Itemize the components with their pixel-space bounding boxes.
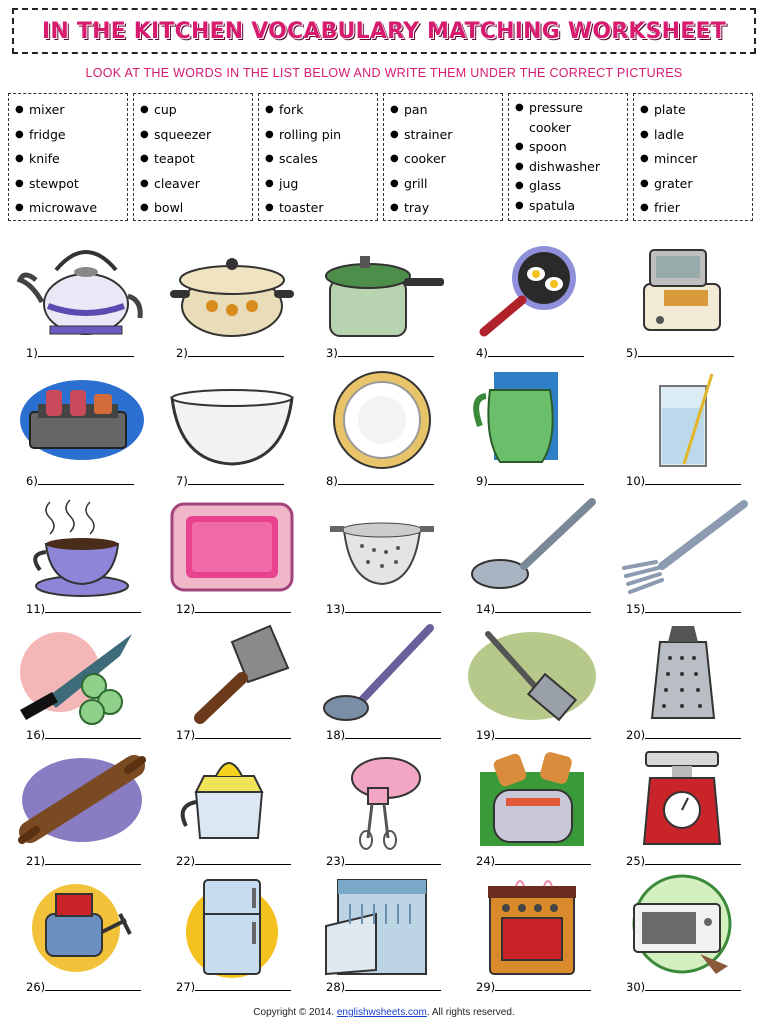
item-number: 12) [176, 602, 196, 616]
word-label: cooker [404, 151, 446, 166]
answer-line[interactable] [26, 980, 141, 994]
answer-line[interactable] [626, 728, 741, 742]
item-number: 15) [626, 602, 646, 616]
word-label: rolling pin [279, 126, 342, 142]
word-bank-item [515, 137, 627, 157]
picture-item [608, 368, 758, 493]
knife-icon [16, 622, 148, 726]
bullet-icon: ● [640, 177, 649, 189]
answer-line[interactable] [326, 474, 434, 488]
mincer-icon [16, 874, 148, 978]
answer-line[interactable] [476, 346, 584, 360]
fridge-icon [166, 874, 298, 978]
picture-item [608, 748, 758, 873]
word-label: squeezer [154, 126, 212, 142]
item-number: 19) [476, 728, 496, 742]
item-number: 2) [176, 346, 188, 360]
word-bank-column [633, 93, 753, 221]
bullet-icon: ● [140, 153, 149, 164]
word-label: knife [29, 151, 60, 166]
answer-line[interactable] [476, 854, 591, 868]
picture-item [8, 874, 158, 999]
bullet-icon: ● [640, 202, 649, 213]
picture-item [608, 240, 758, 365]
item-number: 4) [476, 346, 488, 360]
bullet-icon: ● [265, 128, 274, 140]
blank-line[interactable] [338, 346, 434, 357]
picture-item [608, 622, 758, 747]
picture-item [308, 874, 458, 999]
word-bank-item [640, 98, 752, 123]
answer-line[interactable] [626, 474, 741, 488]
word-bank-item [265, 123, 377, 148]
word-bank-column [8, 93, 128, 221]
word-bank-item [515, 98, 627, 118]
word-label: glass [529, 178, 562, 193]
teapot-icon [16, 240, 148, 344]
answer-line[interactable] [26, 602, 141, 616]
item-number: 3) [326, 346, 338, 360]
answer-line[interactable] [176, 728, 291, 742]
blank-line[interactable] [495, 602, 591, 613]
blank-line[interactable] [495, 854, 591, 865]
word-label: grater [654, 175, 693, 191]
word-label: pan [404, 102, 428, 117]
word-label: cup [154, 102, 177, 117]
answer-line[interactable] [476, 980, 591, 994]
picture-item [8, 368, 158, 493]
fork-icon [616, 496, 748, 600]
answer-line[interactable] [176, 474, 284, 488]
blank-line[interactable] [45, 980, 141, 991]
answer-line[interactable] [176, 980, 291, 994]
plate-icon [316, 368, 448, 472]
word-bank-item [390, 123, 502, 148]
glass-icon [616, 368, 748, 472]
item-number: 9) [476, 474, 488, 488]
word-bank [8, 93, 756, 221]
answer-line[interactable] [176, 602, 291, 616]
word-label: cooker [529, 119, 571, 135]
bullet-icon: ● [140, 128, 149, 140]
answer-line[interactable] [326, 980, 441, 994]
picture-item [158, 368, 308, 493]
word-bank-item [15, 172, 127, 197]
word-bank-item [390, 98, 502, 123]
stewpot-icon [166, 240, 298, 344]
word-bank-item [640, 147, 752, 172]
word-bank-column [383, 93, 503, 221]
answer-line[interactable] [626, 346, 734, 360]
word-bank-item [140, 172, 252, 197]
item-number: 24) [476, 854, 496, 868]
picture-item [308, 240, 458, 365]
word-bank-item [15, 98, 127, 123]
picture-item [458, 368, 608, 493]
word-bank-item [515, 118, 627, 138]
word-label: stewpot [29, 175, 79, 191]
picture-item [8, 240, 158, 365]
picture-item [158, 748, 308, 873]
item-number: 6) [26, 474, 38, 488]
answer-line[interactable] [26, 728, 141, 742]
word-bank-item [265, 172, 377, 197]
bullet-icon: ● [15, 202, 24, 213]
picture-item [158, 622, 308, 747]
grater-icon [616, 622, 748, 726]
word-label: jug [279, 175, 299, 191]
pan-icon [466, 240, 598, 344]
frier-icon [616, 240, 748, 344]
word-label: dishwasher [529, 158, 600, 174]
picture-item [308, 622, 458, 747]
rolling-pin-icon [16, 748, 148, 852]
word-bank-item [15, 123, 127, 148]
strainer-icon [316, 496, 448, 600]
blank-line[interactable] [195, 728, 291, 739]
item-number: 27) [176, 980, 196, 994]
instruction: LOOK AT THE WORDS IN THE LIST BELOW AND WRITE THEM UNDER THE CORRECT PICTURES [85, 66, 683, 80]
blank-line[interactable] [645, 728, 741, 739]
bowl-icon [166, 368, 298, 472]
bullet-icon: ● [515, 160, 524, 172]
word-bank-item [15, 147, 127, 172]
item-number: 16) [26, 728, 46, 742]
blank-line[interactable] [45, 602, 141, 613]
item-number: 25) [626, 854, 646, 868]
word-label: teapot [154, 151, 195, 166]
item-number: 17) [176, 728, 196, 742]
word-label: ladle [654, 126, 685, 142]
spatula-icon [466, 622, 598, 726]
worksheet-title: IN THE KITCHEN VOCABULARY MATCHING WORKSHEET [42, 18, 726, 44]
item-number: 23) [326, 854, 346, 868]
word-bank-item [140, 123, 252, 148]
answer-line[interactable] [326, 602, 441, 616]
word-bank-item [640, 172, 752, 197]
copyright-text: Copyright © 2014. [253, 1007, 335, 1018]
word-label: toaster [279, 200, 324, 215]
picture-item [308, 368, 458, 493]
blank-line[interactable] [488, 474, 584, 485]
word-label: scales [279, 151, 318, 166]
bullet-icon: ● [390, 128, 399, 140]
blank-line[interactable] [488, 346, 584, 357]
word-bank-item [265, 98, 377, 123]
blank-line[interactable] [638, 346, 734, 357]
picture-item [458, 622, 608, 747]
bullet-icon: ● [390, 202, 399, 213]
word-bank-item [640, 123, 752, 148]
word-bank-item [390, 196, 502, 221]
blank-line[interactable] [195, 980, 291, 991]
bullet-icon: ● [265, 153, 274, 164]
item-number: 20) [626, 728, 646, 742]
bullet-icon: ● [140, 202, 149, 213]
answer-line[interactable] [26, 854, 141, 868]
item-number: 26) [26, 980, 46, 994]
toaster-icon [466, 748, 598, 852]
spoon-icon [466, 496, 598, 600]
bullet-icon: ● [515, 141, 524, 152]
item-number: 29) [476, 980, 496, 994]
blank-line[interactable] [195, 602, 291, 613]
word-bank-item [640, 196, 752, 221]
word-bank-item [390, 147, 502, 172]
picture-item [158, 874, 308, 999]
word-bank-column [133, 93, 253, 221]
item-number: 21) [26, 854, 46, 868]
word-label: grill [404, 175, 428, 191]
bullet-icon: ● [140, 104, 149, 115]
rights-text: . All rights reserved. [426, 1007, 515, 1018]
blank-line[interactable] [645, 980, 741, 991]
cleaver-icon [166, 622, 298, 726]
item-number: 11) [26, 602, 46, 616]
picture-item [458, 496, 608, 621]
answer-line[interactable] [626, 980, 741, 994]
squeezer-icon [166, 748, 298, 852]
picture-item [458, 240, 608, 365]
answer-line[interactable] [626, 602, 741, 616]
blank-line[interactable] [38, 474, 134, 485]
bullet-icon: ● [390, 177, 399, 189]
picture-item [458, 874, 608, 999]
title-box [12, 8, 756, 54]
item-number: 14) [476, 602, 496, 616]
scales-icon [616, 748, 748, 852]
picture-item [458, 748, 608, 873]
bullet-icon: ● [15, 153, 24, 164]
blank-line[interactable] [495, 728, 591, 739]
word-label: mincer [654, 151, 698, 166]
word-bank-item [15, 196, 127, 221]
blank-line[interactable] [345, 602, 441, 613]
word-bank-column [258, 93, 378, 221]
picture-item [8, 622, 158, 747]
bullet-icon: ● [390, 153, 399, 164]
cup-icon [16, 496, 148, 600]
word-label: fridge [29, 126, 66, 142]
word-label: microwave [29, 200, 98, 215]
answer-line[interactable] [176, 854, 291, 868]
blank-line[interactable] [645, 602, 741, 613]
picture-item [308, 496, 458, 621]
answer-line[interactable] [326, 346, 434, 360]
answer-line[interactable] [176, 346, 284, 360]
picture-item [308, 748, 458, 873]
word-label: strainer [404, 126, 453, 142]
picture-item [158, 496, 308, 621]
word-bank-item [140, 98, 252, 123]
blank-line[interactable] [645, 854, 741, 865]
word-label: pressure [529, 100, 583, 115]
picture-item [608, 874, 758, 999]
word-bank-item [515, 157, 627, 177]
answer-line[interactable] [326, 728, 441, 742]
answer-line[interactable] [476, 728, 591, 742]
word-label: spatula [529, 197, 576, 213]
blank-line[interactable] [338, 474, 434, 485]
item-number: 5) [626, 346, 638, 360]
footer [0, 1007, 768, 1018]
blank-line[interactable] [188, 474, 284, 485]
answer-line[interactable] [476, 602, 591, 616]
bullet-icon: ● [15, 177, 24, 189]
bullet-icon: ● [140, 177, 149, 189]
mixer-icon [316, 748, 448, 852]
word-label: spoon [529, 139, 567, 154]
bullet-icon: ● [15, 128, 24, 140]
item-number: 10) [626, 474, 646, 488]
picture-item [608, 496, 758, 621]
blank-line[interactable] [345, 854, 441, 865]
item-number: 30) [626, 980, 646, 994]
picture-item [158, 240, 308, 365]
blank-line[interactable] [495, 980, 591, 991]
microwave-icon [616, 874, 748, 978]
blank-line[interactable] [345, 728, 441, 739]
bullet-icon: ● [15, 104, 24, 115]
blank-line[interactable] [38, 346, 134, 357]
ladle-icon [316, 622, 448, 726]
item-number: 28) [326, 980, 346, 994]
picture-item [8, 748, 158, 873]
word-bank-item [265, 196, 377, 221]
word-bank-item [140, 147, 252, 172]
answer-line[interactable] [476, 474, 584, 488]
word-label: frier [654, 200, 680, 215]
tray-icon [166, 496, 298, 600]
answer-line[interactable] [26, 474, 134, 488]
item-number: 22) [176, 854, 196, 868]
answer-line[interactable] [326, 854, 441, 868]
bullet-icon: ● [640, 153, 649, 164]
word-label: plate [654, 102, 686, 117]
word-label: bowl [154, 200, 184, 215]
word-bank-item [140, 196, 252, 221]
word-bank-item [515, 196, 627, 216]
bullet-icon: ● [515, 102, 524, 113]
dishwasher-icon [316, 874, 448, 978]
bullet-icon: ● [265, 177, 274, 189]
word-bank-item [515, 176, 627, 196]
blank-line[interactable] [195, 854, 291, 865]
item-number: 1) [26, 346, 38, 360]
bullet-icon: ● [640, 104, 649, 115]
picture-item [8, 496, 158, 621]
jug-icon [466, 368, 598, 472]
word-label: tray [404, 200, 430, 215]
word-bank-item [390, 172, 502, 197]
blank-line[interactable] [345, 980, 441, 991]
answer-line[interactable] [626, 854, 741, 868]
word-label: mixer [29, 102, 65, 117]
bullet-icon: ● [390, 104, 399, 115]
bullet-icon: ● [515, 199, 524, 211]
grill-icon [16, 368, 148, 472]
site-link[interactable]: englishwsheets.com [336, 1007, 427, 1018]
word-bank-column [508, 93, 628, 221]
word-bank-item [265, 147, 377, 172]
pressure-cooker-icon [316, 240, 448, 344]
word-label: cleaver [154, 175, 200, 191]
item-number: 7) [176, 474, 188, 488]
blank-line[interactable] [45, 728, 141, 739]
bullet-icon: ● [265, 104, 274, 115]
item-number: 8) [326, 474, 338, 488]
item-number: 18) [326, 728, 346, 742]
bullet-icon: ● [515, 180, 524, 191]
cooker-icon [466, 874, 598, 978]
blank-line[interactable] [45, 854, 141, 865]
blank-line[interactable] [645, 474, 741, 485]
bullet-icon: ● [640, 128, 649, 140]
blank-line[interactable] [188, 346, 284, 357]
word-label: fork [279, 102, 304, 117]
item-number: 13) [326, 602, 346, 616]
answer-line[interactable] [26, 346, 134, 360]
bullet-icon: ● [265, 202, 274, 213]
